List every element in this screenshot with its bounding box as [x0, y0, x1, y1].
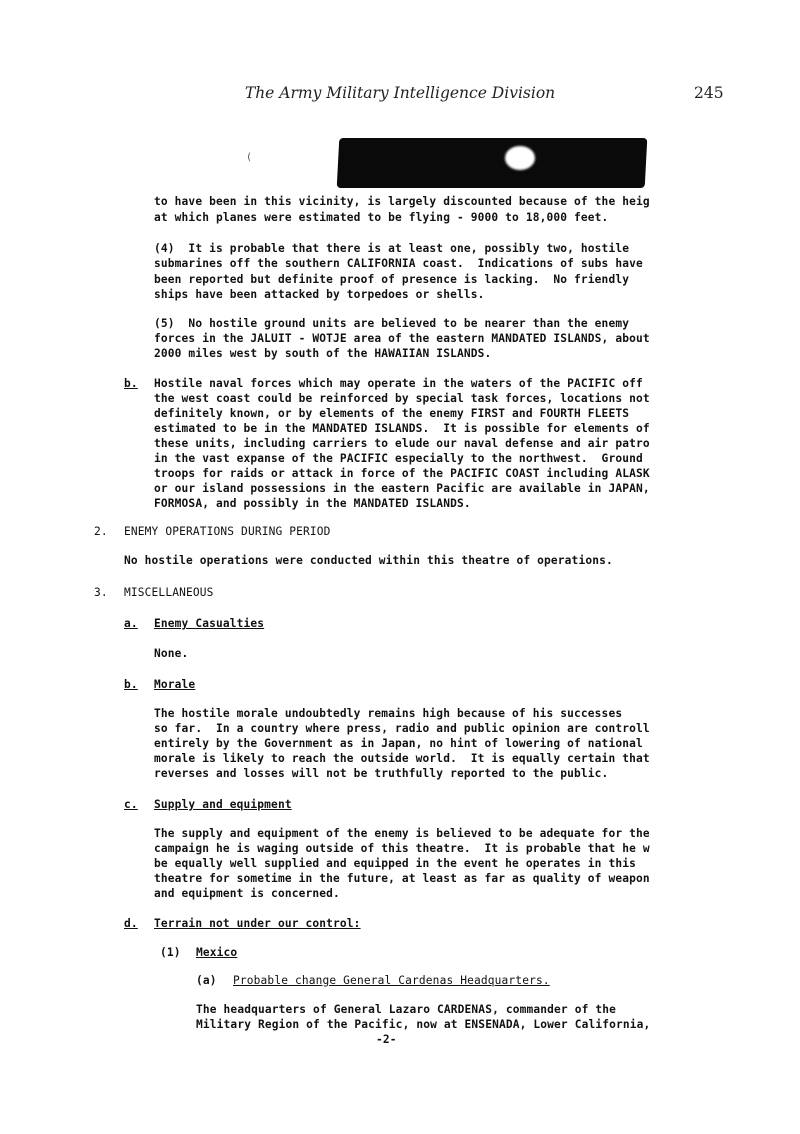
- para4-line-4: ships have been attacked by torpedoes or shells.: [154, 288, 485, 301]
- para-b-line-7: troops for raids or attack in force of the PACIFIC COAST including ALASK: [154, 467, 650, 480]
- morale-line-1: The hostile morale undoubtedly remains high because of his successes: [154, 707, 623, 720]
- footer-page-mark: -2-: [376, 1033, 397, 1046]
- morale-line-5: reverses and losses will not be truthfully reported to the public.: [154, 767, 609, 780]
- sub-d1-heading: Mexico: [196, 946, 238, 959]
- para-b-line-3: definitely known, or by elements of the enemy FIRST and FOURTH FLEETS: [154, 407, 630, 420]
- supply-line-2: campaign he is waging outside of this theatre. It is probable that he w: [154, 842, 650, 855]
- sub-a-letter: a.: [124, 617, 138, 630]
- page-number: 245: [694, 84, 724, 102]
- section-2-number: 2.: [94, 525, 108, 538]
- sub-d1a-heading: Probable change General Cardenas Headquarters.: [233, 974, 550, 987]
- para-b-line-6: in the vast expanse of the PACIFIC especially to the northwest. Ground: [154, 452, 643, 465]
- morale-line-2: so far. In a country where press, radio and public opinion are controll: [154, 722, 650, 735]
- morale-line-4: morale is likely to reach the outside world. It is equally certain that: [154, 752, 650, 765]
- section-2-text: No hostile operations were conducted within this theatre of operations.: [124, 554, 613, 567]
- para5-line-1: (5) No hostile ground units are believed to be nearer than the enemy: [154, 317, 630, 330]
- para-b-line-8: or our island possessions in the eastern Pacific are available in JAPAN,: [154, 482, 650, 495]
- para-b-line-5: these units, including carriers to elude our naval defense and air patro: [154, 437, 650, 450]
- para-b-line-2: the west coast could be reinforced by special task forces, locations not: [154, 392, 650, 405]
- section-3-number: 3.: [94, 586, 108, 599]
- para5-line-3: 2000 miles west by south of the HAWAIIAN ISLANDS.: [154, 347, 492, 360]
- intro-line-2: at which planes were estimated to be flying - 9000 to 18,000 feet.: [154, 211, 609, 224]
- page-header-title: The Army Military Intelligence Division: [244, 84, 556, 102]
- sub-d-heading: Terrain not under our control:: [154, 917, 361, 930]
- sub-d1-number: (1): [160, 946, 181, 959]
- redaction-block: [337, 138, 648, 188]
- sub-d1a-number: (a): [196, 974, 217, 987]
- sub-c-heading: Supply and equipment: [154, 798, 292, 811]
- intro-line-1: to have been in this vicinity, is largely discounted because of the heig: [154, 195, 650, 208]
- sub-a-text: None.: [154, 647, 189, 660]
- section-2-heading: ENEMY OPERATIONS DURING PERIOD: [124, 525, 331, 538]
- sub-d-letter: d.: [124, 917, 138, 930]
- para4-line-1: (4) It is probable that there is at least one, possibly two, hostile: [154, 242, 630, 255]
- sub-b-heading: Morale: [154, 678, 196, 691]
- supply-line-3: be equally well supplied and equipped in the event he operates in this: [154, 857, 636, 870]
- para-b-line-4: estimated to be in the MANDATED ISLANDS. It is possible for elements of: [154, 422, 650, 435]
- para4-line-3: been reported but definite proof of presence is lacking. No friendly: [154, 273, 630, 286]
- para4-line-2: submarines off the southern CALIFORNIA coast. Indications of subs have: [154, 257, 643, 270]
- stray-mark: (: [246, 152, 253, 163]
- morale-line-3: entirely by the Government as in Japan, no hint of lowering of national: [154, 737, 643, 750]
- para5-line-2: forces in the JALUIT - WOTJE area of the eastern MANDATED ISLANDS, about: [154, 332, 650, 345]
- supply-line-1: The supply and equipment of the enemy is believed to be adequate for the: [154, 827, 650, 840]
- supply-line-5: and equipment is concerned.: [154, 887, 340, 900]
- para-b-letter: b.: [124, 377, 138, 390]
- supply-line-4: theatre for sometime in the future, at least as far as quality of weapon: [154, 872, 650, 885]
- sub-b-letter: b.: [124, 678, 138, 691]
- cardenas-line-1: The headquarters of General Lazaro CARDENAS, commander of the: [196, 1003, 617, 1016]
- para-b-line-9: FORMOSA, and possibly in the MANDATED ISLANDS.: [154, 497, 471, 510]
- para-b-line-1: Hostile naval forces which may operate in the waters of the PACIFIC off: [154, 377, 643, 390]
- sub-c-letter: c.: [124, 798, 138, 811]
- cardenas-line-2: Military Region of the Pacific, now at ENSENADA, Lower California,: [196, 1018, 651, 1031]
- redaction-highlight: [505, 146, 535, 170]
- sub-a-heading: Enemy Casualties: [154, 617, 265, 630]
- section-3-heading: MISCELLANEOUS: [124, 586, 214, 599]
